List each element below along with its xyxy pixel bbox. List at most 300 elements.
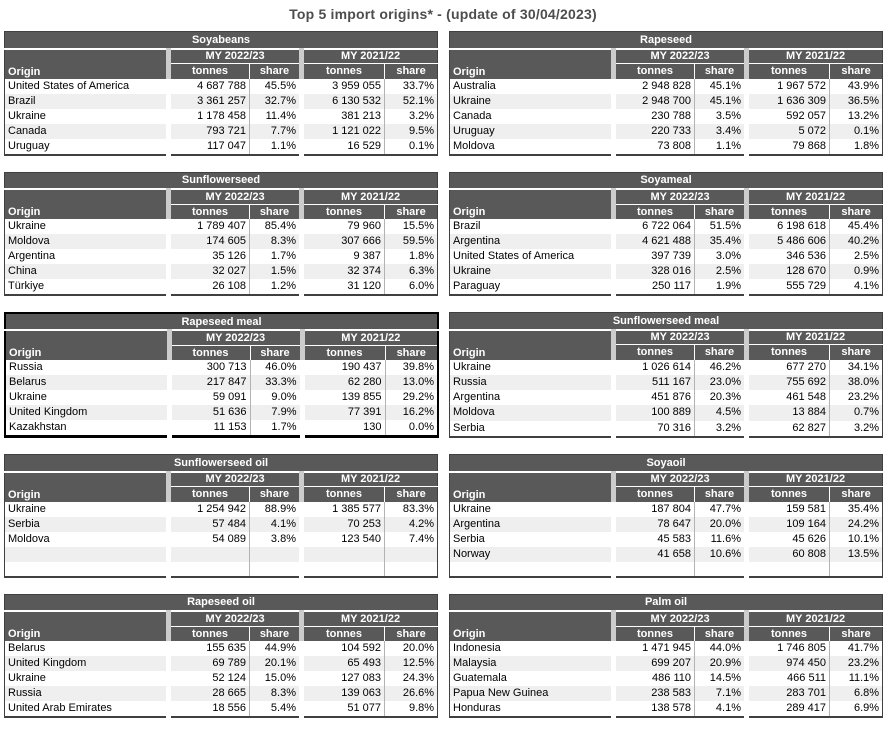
table-row — [450, 79, 883, 94]
table-row — [5, 405, 438, 420]
table-soyameal[interactable] — [449, 172, 883, 297]
share-2021-22-cell: 10.1% — [830, 532, 883, 547]
table-row — [450, 641, 883, 656]
table-body — [5, 641, 438, 717]
share-2022-23-cell: 3.4% — [695, 124, 747, 139]
origin-cell — [5, 547, 169, 562]
share-2021-22-cell: 38.0% — [830, 375, 883, 390]
share-2022-23-cell — [250, 562, 302, 577]
tonnes-2021-22-cell — [747, 562, 830, 577]
share-2022-23-cell — [695, 562, 747, 577]
share-2021-22-cell — [830, 562, 883, 577]
share-2022-23-cell: 85.4% — [250, 219, 302, 234]
share-header: share — [250, 64, 302, 79]
my-2021-22-header: MY 2021/22 — [302, 49, 438, 64]
origin-cell — [5, 562, 169, 577]
origin-cell: Ukraine — [8, 109, 46, 122]
tonnes-header: tonnes — [302, 64, 385, 79]
table-row — [450, 219, 883, 234]
tonnes-2021-22-cell: 677 270 — [747, 360, 830, 375]
table-row — [450, 562, 883, 577]
share-2021-22-cell: 1.8% — [385, 249, 438, 264]
table-body — [450, 641, 883, 717]
tonnes-2021-22-cell: 79 960 — [302, 219, 385, 234]
share-2022-23-cell: 44.0% — [695, 641, 747, 656]
tonnes-2021-22-cell: 5 486 606 — [747, 234, 830, 249]
tonnes-header: tonnes — [169, 204, 250, 219]
tonnes-header: tonnes — [169, 345, 250, 360]
origin-cell: Moldova — [8, 532, 50, 545]
table-body — [5, 219, 438, 295]
table-row — [450, 109, 883, 124]
share-2022-23-cell: 11.6% — [695, 532, 747, 547]
share-2021-22-cell: 23.2% — [830, 656, 883, 671]
origin-cell: Paraguay — [453, 280, 501, 292]
origin-cell: Canada — [453, 109, 492, 122]
share-2022-23-cell: 1.5% — [250, 264, 302, 279]
tonnes-2022-23-cell: 1 789 407 — [169, 219, 250, 234]
table-row — [5, 234, 438, 249]
origin-cell: Ukraine — [8, 672, 46, 684]
table-rapeseed-meal[interactable] — [4, 312, 439, 438]
tonnes-2021-22-cell: 139 855 — [302, 390, 385, 405]
tonnes-2021-22-cell: 51 077 — [302, 701, 385, 717]
origin-cell: Ukraine — [8, 220, 46, 232]
origin-column-header: Origin — [450, 472, 614, 502]
table-row — [5, 641, 438, 656]
share-2022-23-cell: 23.0% — [695, 375, 747, 390]
page-title: Top 5 import origins* - (update of 30/04/2023) — [289, 6, 597, 22]
my-2022-23-header: MY 2022/23 — [169, 472, 302, 487]
tonnes-2022-23-cell: 1 026 614 — [614, 360, 695, 375]
share-2021-22-cell: 6.3% — [385, 264, 438, 279]
tonnes-2021-22-cell: 104 592 — [302, 641, 385, 656]
tonnes-2022-23-cell: 3 361 257 — [169, 94, 250, 109]
share-2021-22-cell: 13.5% — [830, 547, 883, 562]
origin-cell: Kazakhstan — [9, 421, 67, 433]
tonnes-2021-22-cell: 65 493 — [302, 656, 385, 671]
tonnes-2021-22-cell — [302, 547, 385, 562]
share-2021-22-cell: 4.2% — [385, 517, 438, 532]
table-row — [5, 502, 438, 517]
share-2021-22-cell: 52.1% — [385, 94, 438, 109]
share-header: share — [385, 626, 438, 641]
tonnes-2022-23-cell: 174 605 — [169, 234, 250, 249]
origin-cell: Ukraine — [9, 391, 47, 403]
share-2021-22-cell: 39.8% — [385, 360, 438, 375]
table-body — [5, 360, 438, 437]
table-title: Sunflowerseed oil — [5, 455, 438, 472]
tonnes-2021-22-cell: 1 636 309 — [747, 94, 830, 109]
share-2021-22-cell — [385, 562, 438, 577]
my-2021-22-header: MY 2021/22 — [302, 611, 438, 626]
table-row — [5, 79, 438, 94]
share-2021-22-cell: 3.2% — [830, 421, 883, 437]
share-2021-22-cell: 20.0% — [385, 641, 438, 656]
my-2022-23-header: MY 2022/23 — [614, 189, 747, 204]
tonnes-2022-23-cell: 4 687 788 — [169, 79, 250, 94]
my-2021-22-header: MY 2021/22 — [302, 330, 438, 345]
table-row — [450, 671, 883, 686]
origin-cell: Indonesia — [453, 642, 501, 654]
share-2021-22-cell: 6.9% — [830, 701, 883, 717]
table-row — [450, 264, 883, 279]
share-2021-22-cell: 24.3% — [385, 671, 438, 686]
table-title: Rapeseed oil — [5, 594, 438, 611]
tonnes-2022-23-cell: 54 089 — [169, 532, 250, 547]
tonnes-header: tonnes — [302, 345, 385, 360]
tonnes-2022-23-cell: 699 207 — [614, 656, 695, 671]
share-header: share — [250, 204, 302, 219]
tonnes-2021-22-cell: 6 130 532 — [302, 94, 385, 109]
tonnes-2021-22-cell: 1 121 022 — [302, 124, 385, 139]
origin-cell: Australia — [453, 79, 496, 92]
tonnes-2022-23-cell: 11 153 — [169, 420, 250, 437]
share-2021-22-cell: 45.4% — [830, 219, 883, 234]
origin-column-header: Origin — [450, 49, 614, 79]
origin-cell: Serbia — [453, 421, 485, 434]
share-2022-23-cell: 20.1% — [250, 656, 302, 671]
share-2021-22-cell: 13.0% — [385, 375, 438, 390]
share-2021-22-cell: 35.4% — [830, 502, 883, 517]
my-2021-22-header: MY 2021/22 — [747, 49, 883, 64]
share-2021-22-cell: 6.0% — [385, 279, 438, 295]
tonnes-header: tonnes — [747, 64, 830, 79]
share-2022-23-cell: 33.3% — [250, 375, 302, 390]
my-2022-23-header: MY 2022/23 — [169, 49, 302, 64]
table-row — [450, 94, 883, 109]
my-2021-22-header: MY 2021/22 — [747, 330, 883, 345]
share-2021-22-cell: 29.2% — [385, 390, 438, 405]
table-row — [5, 562, 438, 577]
tonnes-2021-22-cell: 346 536 — [747, 249, 830, 264]
origin-column-header: Origin — [5, 472, 169, 502]
share-2022-23-cell: 45.1% — [695, 79, 747, 94]
tonnes-2022-23-cell: 187 804 — [614, 502, 695, 517]
tonnes-2021-22-cell: 62 827 — [747, 421, 830, 437]
share-2022-23-cell: 1.9% — [695, 279, 747, 295]
table-sunflowerseed-oil[interactable] — [4, 454, 438, 578]
tonnes-2021-22-cell: 127 083 — [302, 671, 385, 686]
tonnes-2022-23-cell: 2 948 828 — [614, 79, 695, 94]
tonnes-2022-23-cell — [169, 562, 250, 577]
my-2021-22-header: MY 2021/22 — [747, 611, 883, 626]
share-2021-22-cell: 0.1% — [385, 139, 438, 155]
table-row — [450, 375, 883, 390]
tonnes-2021-22-cell: 1 385 577 — [302, 502, 385, 517]
share-header: share — [695, 64, 747, 79]
table-row — [5, 420, 438, 437]
share-2022-23-cell: 14.5% — [695, 671, 747, 686]
share-2022-23-cell: 1.2% — [250, 279, 302, 295]
tonnes-header: tonnes — [614, 487, 695, 502]
tonnes-2022-23-cell: 451 876 — [614, 390, 695, 405]
table-row — [450, 234, 883, 249]
share-2021-22-cell: 36.5% — [830, 94, 883, 109]
my-2022-23-header: MY 2022/23 — [169, 611, 302, 626]
tonnes-2021-22-cell: 283 701 — [747, 686, 830, 701]
share-2021-22-cell: 34.1% — [830, 360, 883, 375]
my-2021-22-header: MY 2021/22 — [302, 189, 438, 204]
my-2022-23-header: MY 2022/23 — [169, 189, 302, 204]
my-2022-23-header: MY 2022/23 — [614, 49, 747, 64]
tonnes-header: tonnes — [302, 487, 385, 502]
tonnes-2021-22-cell: 109 164 — [747, 517, 830, 532]
tonnes-2022-23-cell: 230 788 — [614, 109, 695, 124]
table-row — [5, 124, 438, 139]
origin-cell: Papua New Guinea — [450, 686, 614, 701]
tonnes-2021-22-cell: 190 437 — [302, 360, 385, 375]
share-2022-23-cell: 1.7% — [250, 249, 302, 264]
origin-cell: Argentina — [8, 250, 56, 262]
table-row — [5, 701, 438, 717]
table-row — [5, 249, 438, 264]
tonnes-header: tonnes — [169, 626, 250, 641]
table-row — [450, 421, 883, 437]
table-row — [450, 547, 883, 562]
share-2021-22-cell: 16.2% — [385, 405, 438, 420]
table-sunflowerseed-meal[interactable] — [449, 312, 883, 438]
tonnes-header: tonnes — [302, 204, 385, 219]
table-row — [5, 390, 438, 405]
tonnes-2021-22-cell: 307 666 — [302, 234, 385, 249]
table-row — [5, 656, 438, 671]
origin-cell: Argentina — [453, 391, 501, 404]
table-row — [5, 671, 438, 686]
share-2021-22-cell: 0.0% — [385, 420, 438, 437]
table-rapeseed[interactable] — [449, 31, 883, 156]
table-row — [5, 139, 438, 155]
tonnes-2022-23-cell: 793 721 — [169, 124, 250, 139]
table-soyabeans[interactable] — [4, 31, 438, 156]
table-row — [5, 264, 438, 279]
origin-cell: Ukraine — [450, 94, 614, 109]
origin-cell: Ukraine — [453, 502, 491, 515]
share-header: share — [250, 626, 302, 641]
origin-cell: Uruguay — [8, 139, 50, 152]
origin-cell: Guatemala — [453, 672, 507, 684]
share-2022-23-cell: 2.5% — [695, 264, 747, 279]
tonnes-2022-23-cell: 69 789 — [169, 656, 250, 671]
table-body — [450, 360, 883, 438]
share-2021-22-cell: 40.2% — [830, 234, 883, 249]
origin-cell: Russia — [9, 361, 43, 373]
tonnes-header: tonnes — [614, 345, 695, 360]
share-2022-23-cell: 46.0% — [250, 360, 302, 375]
table-row — [5, 94, 438, 109]
table-row — [5, 360, 438, 375]
tonnes-2021-22-cell: 159 581 — [747, 502, 830, 517]
tonnes-2021-22-cell: 592 057 — [747, 109, 830, 124]
table-sunflowerseed[interactable] — [4, 172, 438, 297]
table-soyaoil[interactable] — [449, 454, 883, 578]
tonnes-2022-23-cell: 155 635 — [169, 641, 250, 656]
share-2021-22-cell: 2.5% — [830, 249, 883, 264]
share-2021-22-cell: 3.2% — [385, 109, 438, 124]
share-2021-22-cell: 4.1% — [830, 279, 883, 295]
origin-cell: United States of America — [453, 250, 575, 262]
table-body — [450, 502, 883, 577]
table-palm-oil[interactable] — [449, 594, 883, 719]
tonnes-2022-23-cell: 397 739 — [614, 249, 695, 264]
share-2021-22-cell: 12.5% — [385, 656, 438, 671]
table-row — [450, 517, 883, 532]
share-2022-23-cell: 11.4% — [250, 109, 302, 124]
share-header: share — [830, 204, 883, 219]
share-header: share — [385, 64, 438, 79]
table-row — [450, 502, 883, 517]
table-title: Soyameal — [450, 172, 883, 189]
table-row — [5, 547, 438, 562]
origin-column-header: Origin — [450, 611, 614, 641]
share-header: share — [830, 64, 883, 79]
origin-cell: Uruguay — [450, 124, 614, 139]
share-2021-22-cell: 0.7% — [830, 405, 883, 420]
tonnes-2021-22-cell: 466 511 — [747, 671, 830, 686]
table-body — [450, 219, 883, 295]
tonnes-2022-23-cell: 2 948 700 — [614, 94, 695, 109]
tonnes-2021-22-cell: 381 213 — [302, 109, 385, 124]
share-2022-23-cell: 88.9% — [250, 502, 302, 517]
tonnes-2022-23-cell: 1 178 458 — [169, 109, 250, 124]
origin-column-header: Origin — [450, 330, 614, 360]
tonnes-2022-23-cell: 51 636 — [169, 405, 250, 420]
share-2022-23-cell: 35.4% — [695, 234, 747, 249]
my-2022-23-header: MY 2022/23 — [169, 330, 302, 345]
tonnes-2022-23-cell: 117 047 — [169, 139, 250, 155]
table-row — [5, 279, 438, 295]
table-row — [450, 405, 883, 420]
share-header: share — [830, 626, 883, 641]
origin-cell: Russia — [450, 375, 614, 390]
tonnes-2021-22-cell: 9 387 — [302, 249, 385, 264]
tonnes-2022-23-cell: 70 316 — [614, 421, 695, 437]
origin-column-header: Origin — [450, 189, 614, 219]
my-2021-22-header: MY 2021/22 — [747, 189, 883, 204]
share-2022-23-cell: 7.1% — [695, 686, 747, 701]
share-2021-22-cell: 23.2% — [830, 390, 883, 405]
share-2022-23-cell: 20.3% — [695, 390, 747, 405]
tonnes-header: tonnes — [747, 204, 830, 219]
tonnes-header: tonnes — [747, 345, 830, 360]
origin-cell: Moldova — [453, 139, 495, 152]
share-2021-22-cell: 13.2% — [830, 109, 883, 124]
tonnes-2021-22-cell: 3 959 055 — [302, 79, 385, 94]
share-2021-22-cell: 24.2% — [830, 517, 883, 532]
origin-cell: Norway — [450, 547, 614, 562]
tonnes-2022-23-cell: 35 126 — [169, 249, 250, 264]
origin-cell: Serbia — [5, 517, 169, 532]
tonnes-2022-23-cell: 300 713 — [169, 360, 250, 375]
tonnes-2021-22-cell: 60 808 — [747, 547, 830, 562]
share-2022-23-cell: 20.0% — [695, 517, 747, 532]
origin-cell: China — [5, 264, 169, 279]
share-2022-23-cell: 4.1% — [695, 701, 747, 717]
origin-cell: Ukraine — [453, 360, 491, 373]
tonnes-header: tonnes — [747, 487, 830, 502]
table-row — [5, 686, 438, 701]
share-2021-22-cell: 83.3% — [385, 502, 438, 517]
tonnes-header: tonnes — [614, 64, 695, 79]
tonnes-2021-22-cell: 45 626 — [747, 532, 830, 547]
share-2021-22-cell: 6.8% — [830, 686, 883, 701]
share-2021-22-cell: 11.1% — [830, 671, 883, 686]
tonnes-header: tonnes — [169, 487, 250, 502]
share-header: share — [695, 487, 747, 502]
share-2021-22-cell: 7.4% — [385, 532, 438, 547]
tonnes-2022-23-cell: 57 484 — [169, 517, 250, 532]
share-2022-23-cell: 1.1% — [695, 139, 747, 155]
origin-cell: United Arab Emirates — [8, 702, 112, 714]
share-2021-22-cell: 59.5% — [385, 234, 438, 249]
table-row — [450, 701, 883, 717]
tonnes-2022-23-cell: 18 556 — [169, 701, 250, 717]
share-2022-23-cell: 8.3% — [250, 234, 302, 249]
tonnes-2021-22-cell: 555 729 — [747, 279, 830, 295]
tonnes-2022-23-cell: 78 647 — [614, 517, 695, 532]
origin-cell: Moldova — [5, 234, 169, 249]
table-row — [450, 686, 883, 701]
my-2022-23-header: MY 2022/23 — [614, 611, 747, 626]
share-2022-23-cell: 4.5% — [695, 405, 747, 420]
origin-cell: United States of America — [8, 79, 130, 92]
tonnes-2021-22-cell: 130 — [302, 420, 385, 437]
table-title: Rapeseed meal — [5, 313, 438, 330]
table-title: Soyabeans — [5, 32, 438, 49]
table-row — [5, 375, 438, 390]
table-row — [5, 517, 438, 532]
table-rapeseed-oil[interactable] — [4, 594, 438, 719]
tonnes-header: tonnes — [302, 626, 385, 641]
origin-cell: Argentina — [450, 234, 614, 249]
tonnes-header: tonnes — [747, 626, 830, 641]
share-header: share — [385, 487, 438, 502]
tonnes-2021-22-cell — [302, 562, 385, 577]
tonnes-2021-22-cell: 6 198 618 — [747, 219, 830, 234]
origin-cell: Russia — [5, 686, 169, 701]
table-row — [450, 656, 883, 671]
table-title: Rapeseed — [450, 32, 883, 49]
tonnes-2021-22-cell: 123 540 — [302, 532, 385, 547]
tonnes-2022-23-cell: 217 847 — [169, 375, 250, 390]
tonnes-2022-23-cell: 26 108 — [169, 279, 250, 295]
share-2021-22-cell: 26.6% — [385, 686, 438, 701]
tonnes-2021-22-cell: 974 450 — [747, 656, 830, 671]
share-2022-23-cell: 20.9% — [695, 656, 747, 671]
table-row — [450, 360, 883, 375]
origin-cell: Ukraine — [8, 502, 46, 515]
tonnes-2022-23-cell — [169, 547, 250, 562]
share-2022-23-cell: 4.1% — [250, 517, 302, 532]
share-2022-23-cell: 1.1% — [250, 139, 302, 155]
tonnes-2022-23-cell: 73 808 — [614, 139, 695, 155]
tonnes-2021-22-cell: 1 746 805 — [747, 641, 830, 656]
tonnes-2021-22-cell: 13 884 — [747, 405, 830, 420]
origin-cell: Belarus — [8, 642, 46, 654]
tonnes-2022-23-cell: 1 254 942 — [169, 502, 250, 517]
share-header: share — [695, 345, 747, 360]
share-2022-23-cell: 3.5% — [695, 109, 747, 124]
share-2022-23-cell: 8.3% — [250, 686, 302, 701]
share-2022-23-cell: 3.8% — [250, 532, 302, 547]
origin-cell: Malaysia — [450, 656, 614, 671]
tonnes-2021-22-cell: 139 063 — [302, 686, 385, 701]
origin-cell: Honduras — [453, 702, 501, 714]
tonnes-2022-23-cell: 45 583 — [614, 532, 695, 547]
share-header: share — [385, 204, 438, 219]
origin-cell: Canada — [5, 124, 169, 139]
tonnes-2021-22-cell: 461 548 — [747, 390, 830, 405]
